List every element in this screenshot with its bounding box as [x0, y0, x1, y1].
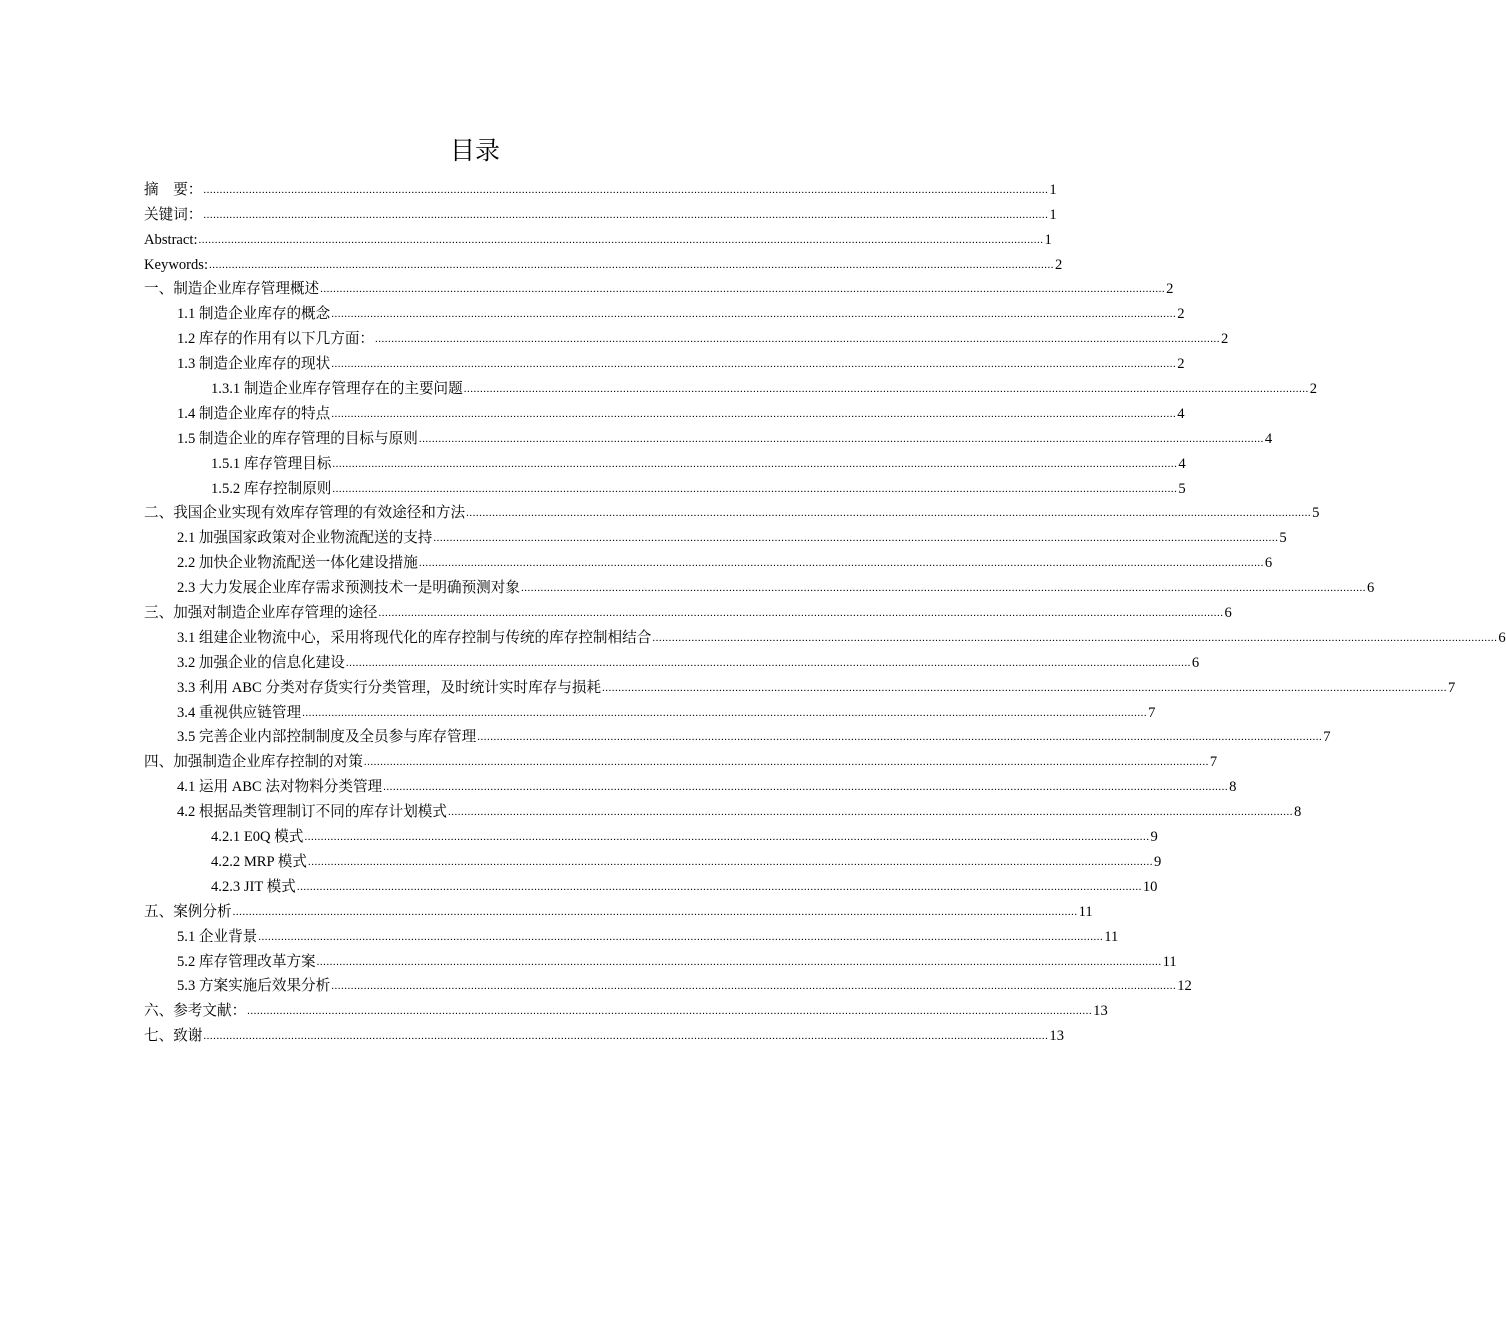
toc-entry-title: 1.5.1 库存管理目标	[211, 455, 332, 472]
page-title: 目录	[449, 136, 500, 165]
toc-entry-title: 二、我国企业实现有效库存管理的有效途径和方法	[144, 505, 466, 522]
toc-entry-title: 1.3.1 制造企业库存管理存在的主要问题	[211, 381, 463, 398]
table-of-contents	[144, 175, 1506, 1046]
toc-entry[interactable]	[144, 275, 1174, 300]
toc-page-number: 13	[1049, 1028, 1064, 1045]
toc-entry-title: 4.1 运用 ABC 法对物料分类管理	[177, 779, 383, 796]
toc-dot-leader: ....................................................................................................................................................................................................................................................................	[203, 1030, 1049, 1043]
toc-page-number: 6	[1191, 654, 1200, 671]
toc-entry[interactable]	[144, 922, 1119, 947]
toc-page-number: 6	[1264, 555, 1273, 572]
toc-dot-leader: ....................................................................................................................................................................................................................................................................	[304, 831, 1150, 844]
toc-entry-title: Abstract:	[144, 231, 198, 248]
toc-page-number: 7	[1448, 679, 1456, 696]
toc-entry-title: 1.2 库存的作用有以下几方面：	[177, 331, 375, 348]
toc-dot-leader: ....................................................................................................................................................................................................................................................................	[331, 980, 1177, 993]
toc-page-number: 2	[1177, 356, 1185, 373]
toc-entry-title: 七、致谢	[144, 1028, 203, 1045]
toc-page-number: 5	[1279, 530, 1287, 547]
toc-entry[interactable]	[144, 424, 1273, 449]
toc-entry[interactable]	[144, 449, 1186, 474]
toc-page-number: 11	[1104, 928, 1119, 945]
toc-dot-leader: ....................................................................................................................................................................................................................................................................	[520, 582, 1366, 595]
toc-page-number: 6	[1498, 629, 1506, 646]
toc-page-number: 7	[1148, 704, 1156, 721]
toc-entry-title: 五、案例分析	[144, 903, 232, 920]
toc-entry[interactable]	[144, 324, 1229, 349]
toc-entry[interactable]	[144, 1021, 1064, 1046]
toc-entry[interactable]	[144, 972, 1192, 997]
toc-entry-title: 3.2 加强企业的信息化建设	[177, 654, 345, 671]
toc-entry[interactable]	[144, 225, 1052, 250]
toc-entry[interactable]	[144, 673, 1456, 698]
toc-dot-leader: ....................................................................................................................................................................................................................................................................	[602, 681, 1448, 694]
toc-page-number: 4	[1178, 455, 1186, 472]
toc-page-number: 2	[1055, 256, 1063, 273]
toc-page-number: 9	[1153, 853, 1162, 870]
toc-page-number: 12	[1177, 978, 1192, 995]
toc-page-number: 1	[1049, 181, 1057, 198]
toc-dot-leader: ....................................................................................................................................................................................................................................................................	[477, 731, 1323, 744]
toc-entry[interactable]	[144, 374, 1318, 399]
toc-entry[interactable]	[144, 797, 1302, 822]
toc-entry-title: 5.2 库存管理改革方案	[177, 953, 316, 970]
toc-entry-title: 4.2.3 JIT 模式	[211, 878, 296, 895]
toc-entry[interactable]	[144, 648, 1200, 673]
toc-dot-leader: ....................................................................................................................................................................................................................................................................	[652, 631, 1498, 644]
toc-dot-leader: ....................................................................................................................................................................................................................................................................	[331, 358, 1177, 371]
toc-entry[interactable]	[144, 623, 1506, 648]
toc-entry[interactable]	[144, 996, 1108, 1021]
toc-entry[interactable]	[144, 200, 1057, 225]
toc-entry[interactable]	[144, 698, 1156, 723]
toc-entry-title: Keywords:	[144, 256, 209, 273]
toc-entry-title: 1.5 制造企业的库存管理的目标与原则	[177, 430, 418, 447]
toc-entry[interactable]	[144, 772, 1237, 797]
toc-dot-leader: ....................................................................................................................................................................................................................................................................	[331, 308, 1177, 321]
toc-entry[interactable]	[144, 250, 1063, 275]
toc-entry-title: 四、加强制造企业库存控制的对策	[144, 754, 363, 771]
toc-dot-leader: ....................................................................................................................................................................................................................................................................	[320, 283, 1166, 296]
toc-dot-leader: ....................................................................................................................................................................................................................................................................	[463, 383, 1309, 396]
toc-dot-leader: ....................................................................................................................................................................................................................................................................	[258, 930, 1104, 943]
toc-entry-title: 3.4 重视供应链管理	[177, 704, 302, 721]
toc-entry-title: 三、加强对制造企业库存管理的途径	[144, 605, 378, 622]
toc-dot-leader: ....................................................................................................................................................................................................................................................................	[375, 333, 1221, 346]
toc-dot-leader: ....................................................................................................................................................................................................................................................................	[363, 756, 1209, 769]
toc-entry[interactable]	[144, 747, 1218, 772]
toc-dot-leader: ....................................................................................................................................................................................................................................................................	[302, 706, 1148, 719]
toc-entry[interactable]	[144, 399, 1185, 424]
toc-entry[interactable]	[144, 499, 1320, 524]
toc-page-number: 4	[1264, 430, 1273, 447]
toc-entry-title: 5.3 方案实施后效果分析	[177, 978, 331, 995]
toc-dot-leader: ....................................................................................................................................................................................................................................................................	[203, 208, 1049, 221]
toc-page-number: 11	[1078, 903, 1093, 920]
toc-dot-leader: ....................................................................................................................................................................................................................................................................	[209, 258, 1055, 271]
toc-dot-leader: ....................................................................................................................................................................................................................................................................	[466, 507, 1312, 520]
toc-dot-leader: ....................................................................................................................................................................................................................................................................	[448, 806, 1293, 819]
toc-page-number: 2	[1221, 331, 1229, 348]
toc-dot-leader: ....................................................................................................................................................................................................................................................................	[232, 905, 1078, 918]
toc-page-number: 6	[1224, 605, 1232, 622]
toc-entry-title: 关键词：	[144, 206, 203, 223]
toc-entry-title: 1.4 制造企业库存的特点	[177, 405, 331, 422]
toc-dot-leader: ....................................................................................................................................................................................................................................................................	[418, 557, 1264, 570]
toc-page-number: 8	[1229, 779, 1237, 796]
toc-entry-title: 2.2 加快企业物流配送一体化建设措施	[177, 555, 418, 572]
toc-page-number: 4	[1177, 405, 1185, 422]
toc-entry[interactable]	[144, 523, 1287, 548]
toc-dot-leader: ....................................................................................................................................................................................................................................................................	[203, 183, 1049, 196]
toc-dot-leader: ....................................................................................................................................................................................................................................................................	[332, 457, 1178, 470]
toc-page-number: 8	[1294, 804, 1302, 821]
toc-entry-title: 1.5.2 库存控制原则	[211, 480, 332, 497]
toc-entry-title: 4.2.1 E0Q 模式	[211, 829, 304, 846]
toc-entry-title: 4.2 根据品类管理制订不同的库存计划模式	[177, 804, 447, 821]
toc-entry[interactable]	[144, 299, 1185, 324]
toc-page-number: 5	[1312, 505, 1320, 522]
toc-entry[interactable]	[144, 723, 1331, 748]
toc-dot-leader: ....................................................................................................................................................................................................................................................................	[332, 482, 1178, 495]
toc-dot-leader: ....................................................................................................................................................................................................................................................................	[316, 955, 1162, 968]
toc-page-number: 7	[1323, 729, 1331, 746]
toc-entry[interactable]	[144, 474, 1186, 499]
toc-entry[interactable]	[144, 573, 1375, 598]
toc-dot-leader: ....................................................................................................................................................................................................................................................................	[307, 855, 1153, 868]
toc-dot-leader: ....................................................................................................................................................................................................................................................................	[296, 880, 1142, 893]
toc-entry[interactable]	[144, 872, 1158, 897]
toc-page-number: 7	[1209, 754, 1218, 771]
toc-entry-title: 3.5 完善企业内部控制制度及全员参与库存管理	[177, 729, 477, 746]
toc-entry-title: 3.1 组建企业物流中心，采用将现代化的库存控制与传统的库存控制相结合	[177, 629, 652, 646]
toc-dot-leader: ....................................................................................................................................................................................................................................................................	[418, 432, 1264, 445]
toc-page-number: 13	[1093, 1003, 1108, 1020]
toc-entry[interactable]	[144, 175, 1057, 200]
toc-page-number: 1	[1044, 231, 1052, 248]
toc-page-number: 2	[1177, 306, 1185, 323]
toc-entry-title: 一、制造企业库存管理概述	[144, 281, 320, 298]
toc-page-number: 5	[1178, 480, 1186, 497]
toc-dot-leader: ....................................................................................................................................................................................................................................................................	[433, 532, 1279, 545]
toc-entry-title: 2.3 大力发展企业库存需求预测技术一是明确预测对象	[177, 580, 520, 597]
toc-entry[interactable]	[144, 822, 1158, 847]
toc-entry-title: 2.1 加强国家政策对企业物流配送的支持	[177, 530, 433, 547]
toc-dot-leader: ....................................................................................................................................................................................................................................................................	[345, 656, 1191, 669]
toc-entry[interactable]	[144, 947, 1177, 972]
toc-page-number: 10	[1142, 878, 1158, 895]
toc-page-number: 11	[1162, 953, 1177, 970]
toc-page-number: 2	[1166, 281, 1174, 298]
toc-entry[interactable]	[144, 897, 1093, 922]
toc-page-number: 9	[1150, 829, 1158, 846]
toc-dot-leader: ....................................................................................................................................................................................................................................................................	[331, 407, 1177, 420]
toc-entry-title: 5.1 企业背景	[177, 928, 258, 945]
toc-entry-title: 六、参考文献：	[144, 1003, 247, 1020]
toc-dot-leader: ....................................................................................................................................................................................................................................................................	[383, 781, 1229, 794]
toc-entry[interactable]	[144, 847, 1162, 872]
toc-entry-title: 4.2.2 MRP 模式	[211, 853, 307, 870]
toc-entry-title: 3.3 利用 ABC 分类对存货实行分类管理，及时统计实时库存与损耗	[177, 679, 602, 696]
toc-dot-leader: ....................................................................................................................................................................................................................................................................	[247, 1005, 1093, 1018]
toc-dot-leader: ....................................................................................................................................................................................................................................................................	[198, 233, 1044, 246]
toc-entry[interactable]	[144, 598, 1232, 623]
toc-dot-leader: ....................................................................................................................................................................................................................................................................	[378, 607, 1224, 620]
toc-entry-title: 1.1 制造企业库存的概念	[177, 306, 331, 323]
toc-entry[interactable]	[144, 349, 1185, 374]
toc-entry[interactable]	[144, 548, 1273, 573]
toc-page-number: 6	[1366, 580, 1375, 597]
toc-page-number: 1	[1049, 206, 1057, 223]
toc-entry-title: 1.3 制造企业库存的现状	[177, 356, 331, 373]
toc-entry-title: 摘 要：	[144, 181, 203, 198]
toc-page-number: 2	[1309, 381, 1318, 398]
